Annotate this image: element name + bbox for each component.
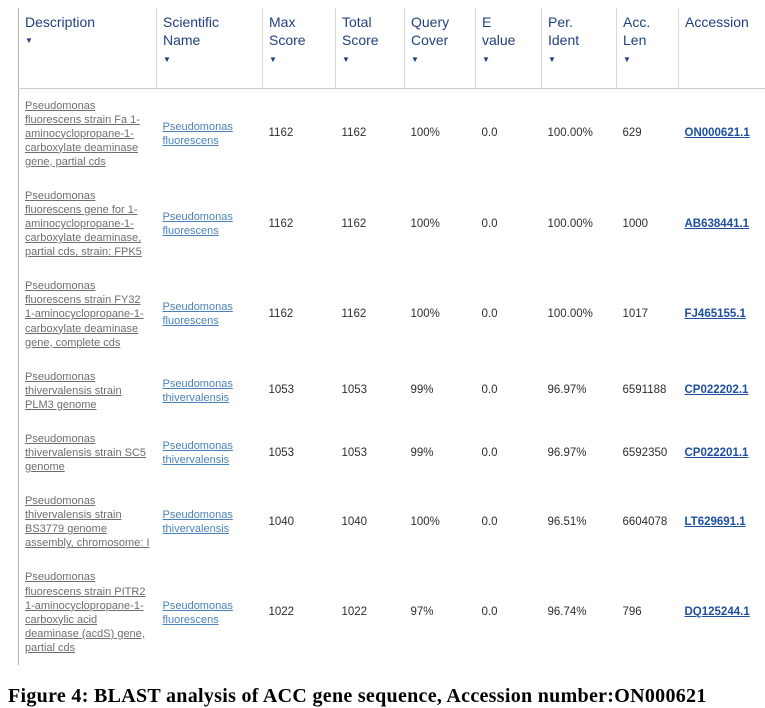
- description-link[interactable]: Pseudomonas fluorescens gene for 1-aminocyclopropane-1-carboxylate deaminase, partial cds, strain: FPK5: [25, 190, 142, 258]
- max-score-cell: 1053: [263, 360, 336, 422]
- query-cover-cell: 100%: [405, 88, 476, 179]
- per-ident-cell: 100.00%: [542, 179, 617, 269]
- per-ident-cell: 100.00%: [542, 88, 617, 179]
- acc-len-cell: 629: [617, 88, 679, 179]
- accession-cell: [679, 88, 765, 179]
- scientific-name-link[interactable]: Pseudomonas thivervalensis: [163, 509, 233, 535]
- description-cell: [19, 179, 157, 269]
- query-cover-cell: 100%: [405, 179, 476, 269]
- header-row: [19, 8, 765, 88]
- description-cell: [19, 422, 157, 484]
- e-value-cell: 0.0: [476, 179, 542, 269]
- figure-caption: Figure 4: BLAST analysis of ACC gene sequence, Accession number:ON000621: [8, 685, 765, 708]
- description-cell: [19, 88, 157, 179]
- sort-arrow-icon: ▼: [482, 56, 537, 64]
- table-row: [19, 269, 765, 359]
- per-ident-cell: 96.97%: [542, 360, 617, 422]
- sort-arrow-icon: ▼: [25, 37, 152, 45]
- total-score-cell: 1053: [336, 422, 405, 484]
- scientific-name-link[interactable]: Pseudomonas fluorescens: [163, 211, 233, 237]
- accession-link[interactable]: CP022202.1: [685, 384, 749, 396]
- e-value-cell: 0.0: [476, 484, 542, 560]
- per-ident-cell: 96.51%: [542, 484, 617, 560]
- acc-len-cell: 6604078: [617, 484, 679, 560]
- table-row: [19, 179, 765, 269]
- description-link[interactable]: Pseudomonas fluorescens strain Fa 1-aminocyclopropane-1-carboxylate deaminase gene, partial cds: [25, 100, 140, 168]
- column-header-label: E value: [482, 13, 515, 50]
- acc-len-cell: 6591188: [617, 360, 679, 422]
- total-score-cell: 1022: [336, 560, 405, 664]
- column-header-acc-len[interactable]: [617, 8, 679, 88]
- table-header: [19, 8, 765, 88]
- acc-len-cell: 1000: [617, 179, 679, 269]
- query-cover-cell: 99%: [405, 360, 476, 422]
- accession-cell: [679, 269, 765, 359]
- table-row: [19, 360, 765, 422]
- max-score-cell: 1162: [263, 179, 336, 269]
- total-score-cell: 1040: [336, 484, 405, 560]
- column-header-label: Query Cover: [411, 13, 449, 50]
- query-cover-cell: 100%: [405, 269, 476, 359]
- accession-link[interactable]: DQ125244.1: [685, 606, 750, 618]
- column-header-e-value[interactable]: [476, 8, 542, 88]
- scientific-name-cell: [157, 360, 263, 422]
- blast-results-table: [18, 8, 765, 665]
- accession-link[interactable]: ON000621.1: [685, 127, 750, 139]
- scientific-name-cell: [157, 422, 263, 484]
- accession-cell: [679, 179, 765, 269]
- accession-cell: [679, 560, 765, 664]
- column-header-label: Scientific Name: [163, 13, 219, 50]
- sort-arrow-icon: ▼: [548, 56, 612, 64]
- description-cell: [19, 560, 157, 664]
- per-ident-cell: 96.97%: [542, 422, 617, 484]
- column-header-label: Max Score: [269, 13, 306, 50]
- max-score-cell: 1162: [263, 88, 336, 179]
- scientific-name-cell: [157, 88, 263, 179]
- scientific-name-cell: [157, 560, 263, 664]
- per-ident-cell: 96.74%: [542, 560, 617, 664]
- acc-len-cell: 796: [617, 560, 679, 664]
- max-score-cell: 1022: [263, 560, 336, 664]
- total-score-cell: 1053: [336, 360, 405, 422]
- column-header-max-score[interactable]: [263, 8, 336, 88]
- column-header-per-ident[interactable]: [542, 8, 617, 88]
- query-cover-cell: 100%: [405, 484, 476, 560]
- description-cell: [19, 269, 157, 359]
- sort-arrow-icon: ▼: [411, 56, 471, 64]
- sort-arrow-icon: ▼: [623, 56, 674, 64]
- description-cell: [19, 484, 157, 560]
- column-header-label: Acc. Len: [623, 13, 650, 50]
- column-header-scientific-name[interactable]: [157, 8, 263, 88]
- column-header-description[interactable]: [19, 8, 157, 88]
- max-score-cell: 1053: [263, 422, 336, 484]
- scientific-name-link[interactable]: Pseudomonas fluorescens: [163, 600, 233, 626]
- table-row: [19, 560, 765, 664]
- sort-arrow-icon: ▼: [342, 56, 400, 64]
- table-row: [19, 422, 765, 484]
- sort-arrow-icon: ▼: [163, 56, 258, 64]
- scientific-name-link[interactable]: Pseudomonas fluorescens: [163, 301, 233, 327]
- total-score-cell: 1162: [336, 269, 405, 359]
- max-score-cell: 1162: [263, 269, 336, 359]
- description-cell: [19, 360, 157, 422]
- sort-arrow-icon: ▼: [269, 56, 331, 64]
- scientific-name-link[interactable]: Pseudomonas thivervalensis: [163, 378, 233, 404]
- e-value-cell: 0.0: [476, 422, 542, 484]
- column-header-label: Accession: [685, 13, 749, 31]
- column-header-accession: [679, 8, 765, 88]
- scientific-name-cell: [157, 269, 263, 359]
- per-ident-cell: 100.00%: [542, 269, 617, 359]
- column-header-label: Per. Ident: [548, 13, 579, 50]
- e-value-cell: 0.0: [476, 269, 542, 359]
- scientific-name-cell: [157, 484, 263, 560]
- description-link[interactable]: Pseudomonas fluorescens strain FY32 1-aminocyclopropane-1-carboxylate deaminase gene, complete cds: [25, 280, 144, 348]
- column-header-query-cover[interactable]: [405, 8, 476, 88]
- scientific-name-link[interactable]: Pseudomonas fluorescens: [163, 121, 233, 147]
- query-cover-cell: 97%: [405, 560, 476, 664]
- e-value-cell: 0.0: [476, 360, 542, 422]
- accession-link[interactable]: LT629691.1: [685, 516, 746, 528]
- accession-link[interactable]: AB638441.1: [685, 218, 750, 230]
- column-header-label: Total Score: [342, 13, 379, 50]
- accession-link[interactable]: CP022201.1: [685, 447, 749, 459]
- query-cover-cell: 99%: [405, 422, 476, 484]
- acc-len-cell: 6592350: [617, 422, 679, 484]
- description-link[interactable]: Pseudomonas fluorescens strain PITR2 1-aminocyclopropane-1-carboxylic acid deaminase (acdS) gene, partial cds: [25, 571, 145, 653]
- scientific-name-link[interactable]: Pseudomonas thivervalensis: [163, 440, 233, 466]
- accession-cell: [679, 422, 765, 484]
- total-score-cell: 1162: [336, 88, 405, 179]
- description-link[interactable]: Pseudomonas thivervalensis strain BS3779 genome assembly, chromosome: I: [25, 495, 150, 549]
- accession-cell: [679, 360, 765, 422]
- table-row: [19, 88, 765, 179]
- table-body: [19, 88, 765, 665]
- total-score-cell: 1162: [336, 179, 405, 269]
- table-row: [19, 484, 765, 560]
- accession-cell: [679, 484, 765, 560]
- description-link[interactable]: Pseudomonas thivervalensis strain PLM3 genome: [25, 371, 122, 411]
- accession-link[interactable]: FJ465155.1: [685, 308, 746, 320]
- description-link[interactable]: Pseudomonas thivervalensis strain SC5 genome: [25, 433, 146, 473]
- column-header-total-score[interactable]: [336, 8, 405, 88]
- acc-len-cell: 1017: [617, 269, 679, 359]
- e-value-cell: 0.0: [476, 88, 542, 179]
- scientific-name-cell: [157, 179, 263, 269]
- max-score-cell: 1040: [263, 484, 336, 560]
- e-value-cell: 0.0: [476, 560, 542, 664]
- column-header-label: Description: [25, 13, 95, 31]
